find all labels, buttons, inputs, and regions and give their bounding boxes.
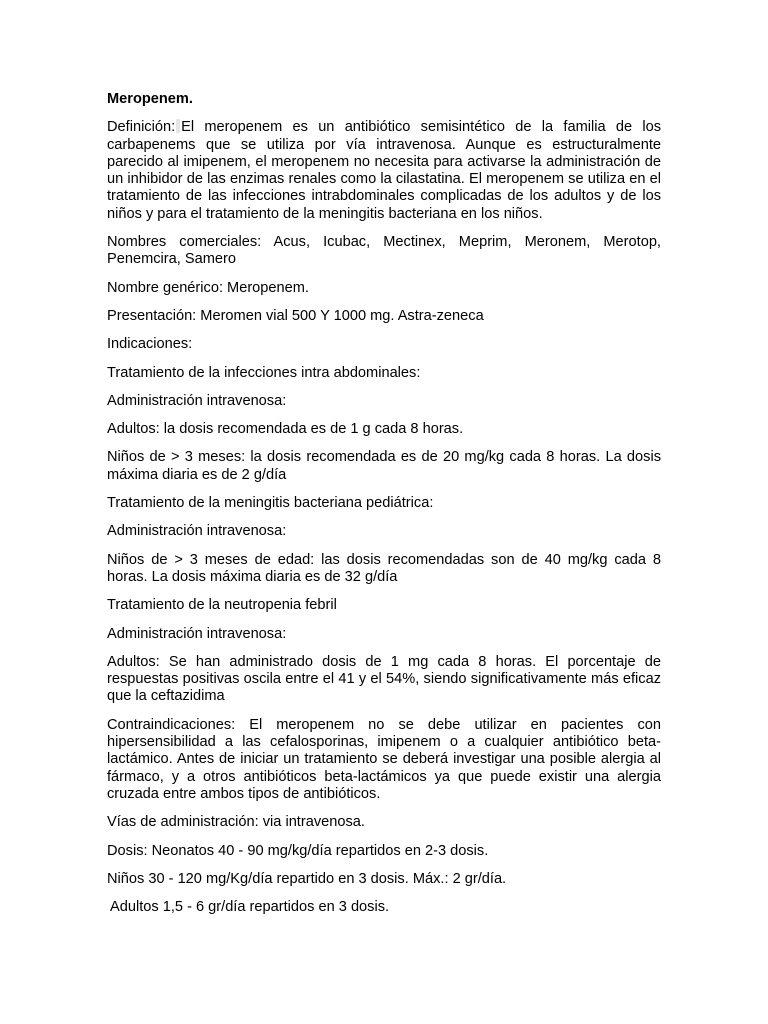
indications-heading: Indicaciones: (107, 336, 193, 353)
dosage-children-paragraph: Niños 30 - 120 mg/Kg/día repartido en 3 dosis. Máx.: 2 gr/día. (107, 870, 507, 887)
document-title: Meropenem. (107, 91, 193, 107)
neutropenia-heading: Tratamiento de la neutropenia febril (107, 597, 337, 614)
adult-dose-paragraph-2: Adultos: Se han administrado dosis de 1 mg cada 8 horas. El porcentaje de respuestas positivas oscila entre el 41 y el 54%, siendo significativamente más eficaz que la ceftazidima (107, 653, 661, 705)
dosage-neonates-paragraph: Dosis: Neonatos 40 - 90 mg/kg/día repartidos en 2-3 dosis. (107, 842, 489, 859)
presentation-paragraph: Presentación: Meromen vial 500 Y 1000 mg. Astra-zeneca (107, 307, 484, 324)
trade-names-paragraph: Nombres comerciales: Acus, Icubac, Mectinex, Meprim, Meronem, Merotop, Penemcira, Samero (107, 234, 661, 268)
child-dose-paragraph-2: Niños de > 3 meses de edad: las dosis recomendadas son de 40 mg/kg cada 8 horas. La dosis máxima diaria es de 32 g/día (107, 551, 661, 585)
document-page (107, 91, 661, 927)
contraindications-paragraph: Contraindicaciones: El meropenem no se debe utilizar en pacientes con hipersensibilidad a las cefalosporinas, imipenem o a cualquier antibiótico beta-lactámico. Antes de iniciar un tratamiento se deberá investigar una posible alergia al fármaco, y a otros antibióticos beta-lactámicos ya que puede existir una alergia cruzada entre ambos tipos de antibióticos. (107, 716, 661, 802)
definition-text: El meropenem es un antibiótico semisintético de la familia de los carbapenems que se utiliza por vía intravenosa. Aunque es estructuralmente parecido al imipenem, el meropenem no necesita para activarse la administración de un inhibidor de las enzimas renales como la cilastatina. El meropenem se utiliza en el tratamiento de las infecciones intrabdominales complicadas de los adultos y de los niños y para el tratamiento de la meningitis bacteriana en los niños. (107, 119, 661, 222)
definition-label: Definición: (107, 119, 176, 136)
definition-paragraph (107, 119, 661, 223)
administration-heading-2: Administración intravenosa: (107, 523, 287, 540)
administration-heading-1: Administración intravenosa: (107, 392, 287, 409)
routes-paragraph: Vías de administración: via intravenosa. (107, 814, 365, 831)
generic-name-paragraph: Nombre genérico: Meropenem. (107, 279, 309, 296)
dosage-adults-paragraph: Adultos 1,5 - 6 gr/día repartidos en 3 dosis. (110, 899, 390, 916)
meningitis-heading: Tratamiento de la meningitis bacteriana pediátrica: (107, 495, 434, 512)
intra-abdominal-heading: Tratamiento de la infecciones intra abdominales: (107, 364, 421, 381)
child-dose-paragraph-1: Niños de > 3 meses: la dosis recomendada es de 20 mg/kg cada 8 horas. La dosis máxima diaria es de 2 g/día (107, 449, 661, 483)
comment-marker (176, 119, 180, 133)
adult-dose-paragraph-1: Adultos: la dosis recomendada es de 1 g cada 8 horas. (107, 421, 464, 438)
administration-heading-3: Administración intravenosa: (107, 625, 287, 642)
